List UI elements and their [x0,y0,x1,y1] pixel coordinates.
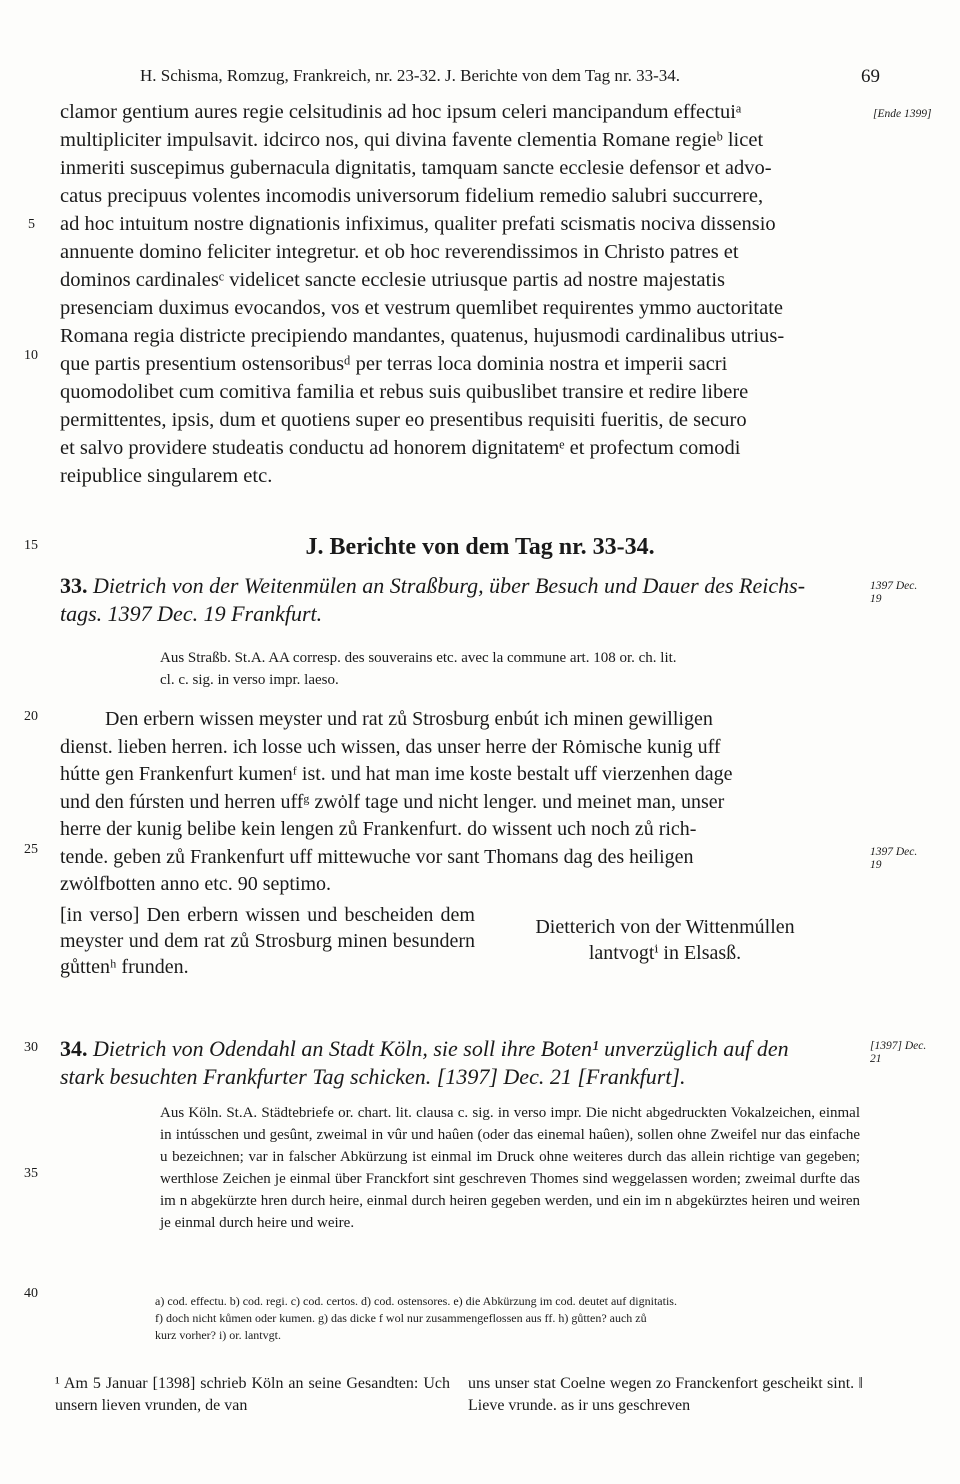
text-line: multipliciter impulsavit. idcirco nos, qui divina favente clementia Romane regieᵇ licet [60,129,764,151]
margin-date-doc33: 1397 Dec. 19 [870,580,918,605]
line-number: 25 [24,842,38,857]
doc33-address: [in verso] Den erbern wissen und bescheiden dem meyster und dem rat zů Strosburg minen besundern gůttenʰ frunden. [60,904,475,978]
doc33-title-line1: Dietrich von der Weitenmülen an Straßburg, über Besuch und Dauer des Reichs- [93,573,806,598]
text-line: hútte gen Frankenfurt kumenᶠ ist. und hat man ime koste bestalt uff vierzenhen dage [60,763,733,785]
text-line: Romana regia districte precipiendo mandantes, quatenus, hujusmodi cardinalibus utrius- [60,325,785,347]
text-line: dienst. lieben herren. ich losse uch wissen, das unser herre der Rȯmische kunig uff [60,735,721,758]
doc33-title [60,572,860,628]
text-line: clamor gentium aures regie celsitudinis ad hoc ipsum celeri mancipandum effectuiᵃ [60,101,742,123]
doc34-source: Aus Köln. St.A. Städtebriefe or. chart. lit. clausa c. sig. in verso impr. Die nicht abgedruckten Vokalzeichen, einmal in intússchen und gesûnt, zweimal in vûr und haûen (oder das einemal haûen), sollen ohne Zweifel nur das einfache u bezeichnen; var in falscher Abkürzung ist einmal im Druck ohne weiteres durch das allein richtige van gegeben; werthlose Zeichen je einmal über Franckfort sint geschreven Thomes sind weggelassen worden; zweimal durfte das im n abgekürzte hren durch heire, einmal durch heiren gegeben werden, und ein im n abgekürztes heiren und weiren je einmal durch heire und weire. [160,1105,860,1231]
margin-date-doc34: [1397] Dec. 21 [870,1040,927,1065]
text-line: Den erbern wissen meyster und rat zů Strosburg enbút ich minen gewilligen [105,708,713,730]
critical-notes [155,1293,860,1344]
footnote-left: ¹ Am 5 Januar [1398] schrieb Köln an seine Gesandten: Uch unsern lieven vrunden, de van [55,1375,450,1414]
section-heading: J. Berichte von dem Tag nr. 33-34. [305,534,655,560]
text-line: quomodolibet cum comitiva familia et rebus suis quibuslibet transire et redire libere [60,381,749,403]
text-line: ad hoc intuitum nostre dignationis infiximus, qualiter prefati scismatis nociva dissensio [60,213,776,235]
running-title: H. Schisma, Romzug, Frankreich, nr. 23-32. J. Berichte von dem Tag nr. 33-34. [140,66,681,85]
note-line: f) doch nicht kůmen oder kumen. g) das dicke f wol nur zusammengeflossen aus ff. h) gůtten? auch zů [155,1311,647,1325]
text-line: dominos cardinalesᶜ videlicet sancte ecclesie utriusque partis ad nostre majestatis [60,269,726,291]
text-line: que partis presentium ostensoribusᵈ per terras loca dominia nostra et imperii sacri [60,353,728,375]
margin-date-text33: 1397 Dec. 19 [870,846,918,871]
text-line: permittentes, ipsis, dum et quotiens super eo presentibus requisiti fueritis, de securo [60,409,747,431]
line-number: 15 [24,538,38,553]
doc34-title [60,1035,860,1091]
text-line: presenciam duximus evocandos, vos et vestrum quemlibet requirentes ymmo auctoritate [60,297,783,319]
margin-note-ende: [Ende 1399] [873,108,932,120]
doc33-signature [510,914,820,966]
line-number: 35 [24,1166,38,1181]
text-line: tende. geben zů Frankenfurt uff mittewuche vor sant Thomans dag des heiligen [60,845,694,868]
doc34-number: 34. [60,1036,88,1061]
footnote-right: uns unser stat Coelne wegen zo Franckenfort gescheikt sint. ‖ Lieve vrunde. as ir uns geschreven [468,1375,863,1414]
doc33-source-line2: cl. c. sig. in verso impr. laeso. [160,672,339,688]
text-line: zwȯlfbotten anno etc. 90 septimo. [60,873,332,895]
line-number: 20 [24,709,38,724]
doc34-title-line1: Dietrich von Odendahl an Stadt Köln, sie soll ihre Boten¹ unverzüglich auf den [93,1036,789,1061]
text-line: inmeriti suscepimus gubernacula dignitatis, tamquam sancte ecclesie defensor et advo- [60,157,772,179]
intro-text [60,98,866,490]
running-header [140,66,880,86]
signature-line2: lantvogtⁱ in Elsasß. [588,942,742,964]
line-number: 40 [24,1286,38,1301]
doc33-number: 33. [60,573,88,598]
text-line: catus precipuus volentes incomodis universorum fidelium remedio salubri succurrere, [60,185,764,207]
signature-line1: Dietterich von der Wittenmúllen [535,916,795,938]
doc34-title-line2: stark besuchten Frankfurter Tag schicken. [1397] Dec. 21 [Frankfurt]. [60,1064,686,1089]
text-line: und den fúrsten und herren uffᵍ zwȯlf tage und nicht lenger. und meinet man, unser [60,790,725,813]
note-line: a) cod. effectu. b) cod. regi. c) cod. certos. d) cod. ostensores. e) die Abkürzung im cod. deutet auf dignitatis. [155,1294,677,1308]
text-line: et salvo providere studeatis conductu ad honorem dignitatemᵉ et profectum comodi [60,437,741,459]
page-number: 69 [861,66,880,87]
doc33-title-line2: tags. 1397 Dec. 19 Frankfurt. [60,601,323,626]
text-line: herre der kunig belibe kein lengen zů Frankenfurt. do wissent uch noch zů rich- [60,818,697,840]
line-number: 5 [28,217,35,232]
line-number: 10 [24,348,38,363]
text-line: annuente domino feliciter integretur. et ob hoc reverendissimos in Christo patres et [60,241,739,263]
text-line: reipublice singularem etc. [60,465,273,487]
line-number: 30 [24,1040,38,1055]
note-line: kurz vorher? i) or. lantvgt. [155,1328,281,1342]
doc33-text [60,706,866,899]
doc33-source-line1: Aus Straßb. St.A. AA corresp. des souverains etc. avec la commune art. 108 or. ch. lit. [160,650,677,666]
doc33-source [160,647,860,691]
